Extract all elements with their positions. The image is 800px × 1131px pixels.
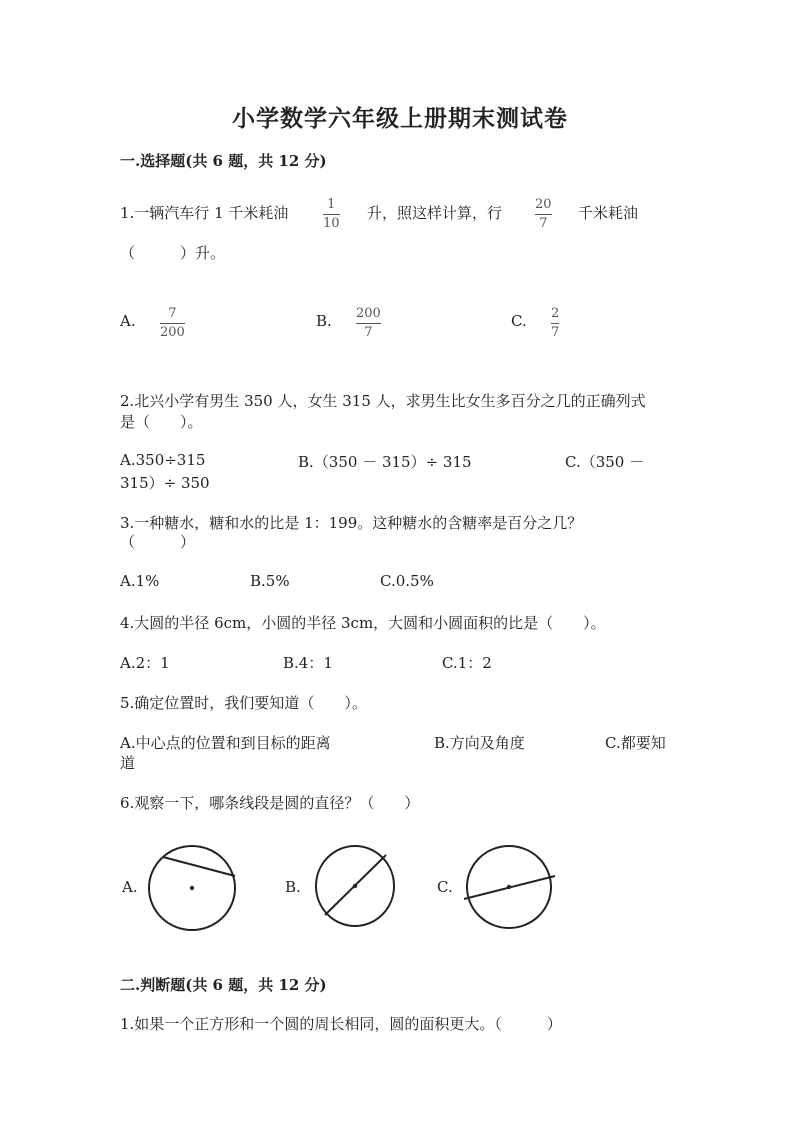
q2-text-line1: 2.北兴小学有男生 350 人，女生 315 人，求男生比女生多百分之几的正确列式 bbox=[120, 392, 646, 410]
fraction-bar bbox=[160, 323, 185, 324]
fraction-denominator: 10 bbox=[323, 216, 340, 231]
fraction-denominator: 7 bbox=[551, 325, 560, 340]
fraction-denominator: 7 bbox=[539, 216, 548, 231]
q6-option-a-label: A. bbox=[122, 878, 138, 896]
fraction-numerator: 1 bbox=[327, 197, 336, 212]
q1-option-c-fraction bbox=[551, 306, 559, 340]
q6-text-line1: 6.观察一下，哪条线段是圆的直径？（ ） bbox=[120, 794, 420, 812]
q1-text-part2: 升，照这样计算，行 bbox=[367, 204, 503, 222]
q5-text-line1: 5.确定位置时，我们要知道（ ）。 bbox=[120, 694, 367, 712]
fraction-bar bbox=[535, 214, 552, 215]
q4-option-c: C.1：2 bbox=[442, 654, 492, 672]
center-dot bbox=[353, 884, 357, 888]
q2-option-c-line2: 315）÷ 350 bbox=[120, 474, 210, 492]
q1-answer-blank: （ ）升。 bbox=[120, 244, 226, 262]
fraction-numerator: 200 bbox=[356, 306, 381, 321]
j1-text-line1: 1.如果一个正方形和一个圆的周长相同，圆的面积更大。（ ） bbox=[120, 1015, 562, 1033]
q5-option-c-line1: C.都要知 bbox=[605, 734, 666, 752]
q6-option-c-label: C. bbox=[437, 878, 453, 896]
q1-option-a-fraction bbox=[160, 306, 185, 340]
q1-fraction-1 bbox=[323, 197, 340, 231]
fraction-bar bbox=[323, 214, 340, 215]
section-heading-choice: 一.选择题(共 6 题，共 12 分) bbox=[120, 152, 327, 170]
q6-circle-b-figure bbox=[313, 843, 397, 929]
fraction-numerator: 20 bbox=[535, 197, 552, 212]
q2-option-b: B.（350 － 315）÷ 315 bbox=[298, 453, 472, 471]
q3-option-a: A.1% bbox=[120, 572, 160, 590]
q4-option-a: A.2：1 bbox=[120, 654, 170, 672]
q6-circle-a-figure bbox=[145, 843, 239, 933]
center-dot bbox=[190, 886, 194, 890]
q5-option-a: A.中心点的位置和到目标的距离 bbox=[120, 734, 331, 752]
q5-option-c-line2: 道 bbox=[120, 754, 136, 772]
q6-option-b-label: B. bbox=[285, 878, 301, 896]
q4-text-line1: 4.大圆的半径 6cm，小圆的半径 3cm，大圆和小圆面积的比是（ ）。 bbox=[120, 614, 606, 632]
q1-option-b-label: B. bbox=[316, 312, 332, 330]
q1-option-a-label: A. bbox=[120, 312, 136, 330]
fraction-denominator: 7 bbox=[364, 325, 373, 340]
q6-circle-c-figure bbox=[462, 843, 558, 931]
q4-option-b: B.4：1 bbox=[283, 654, 333, 672]
q5-option-b: B.方向及角度 bbox=[434, 734, 525, 752]
q1-text-part1: 1.一辆汽车行 1 千米耗油 bbox=[120, 204, 289, 222]
q3-option-b: B.5% bbox=[250, 572, 290, 590]
q1-text-part3: 千米耗油 bbox=[578, 204, 639, 222]
q2-option-c-line1: C.（350 － bbox=[565, 453, 645, 471]
fraction-numerator: 2 bbox=[551, 306, 560, 321]
fraction-numerator: 7 bbox=[168, 306, 177, 321]
q2-option-a: A.350÷315 bbox=[120, 451, 206, 469]
center-dot bbox=[507, 885, 511, 889]
q1-fraction-2 bbox=[535, 197, 552, 231]
section-heading-judgement: 二.判断题(共 6 题，共 12 分) bbox=[120, 976, 327, 994]
fraction-bar bbox=[551, 323, 559, 324]
fraction-denominator: 200 bbox=[160, 325, 185, 340]
q2-text-line2: 是（ ）。 bbox=[120, 413, 203, 431]
q3-text-line1: 3.一种糖水，糖和水的比是 1：199。这种糖水的含糖率是百分之几？ bbox=[120, 514, 583, 532]
page-title: 小学数学六年级上册期末测试卷 bbox=[232, 105, 568, 132]
fraction-bar bbox=[356, 323, 381, 324]
q3-option-c: C.0.5% bbox=[380, 572, 434, 590]
q3-answer-blank: （ ） bbox=[120, 533, 196, 551]
q1-option-c-label: C. bbox=[511, 312, 527, 330]
q1-option-b-fraction bbox=[356, 306, 381, 340]
